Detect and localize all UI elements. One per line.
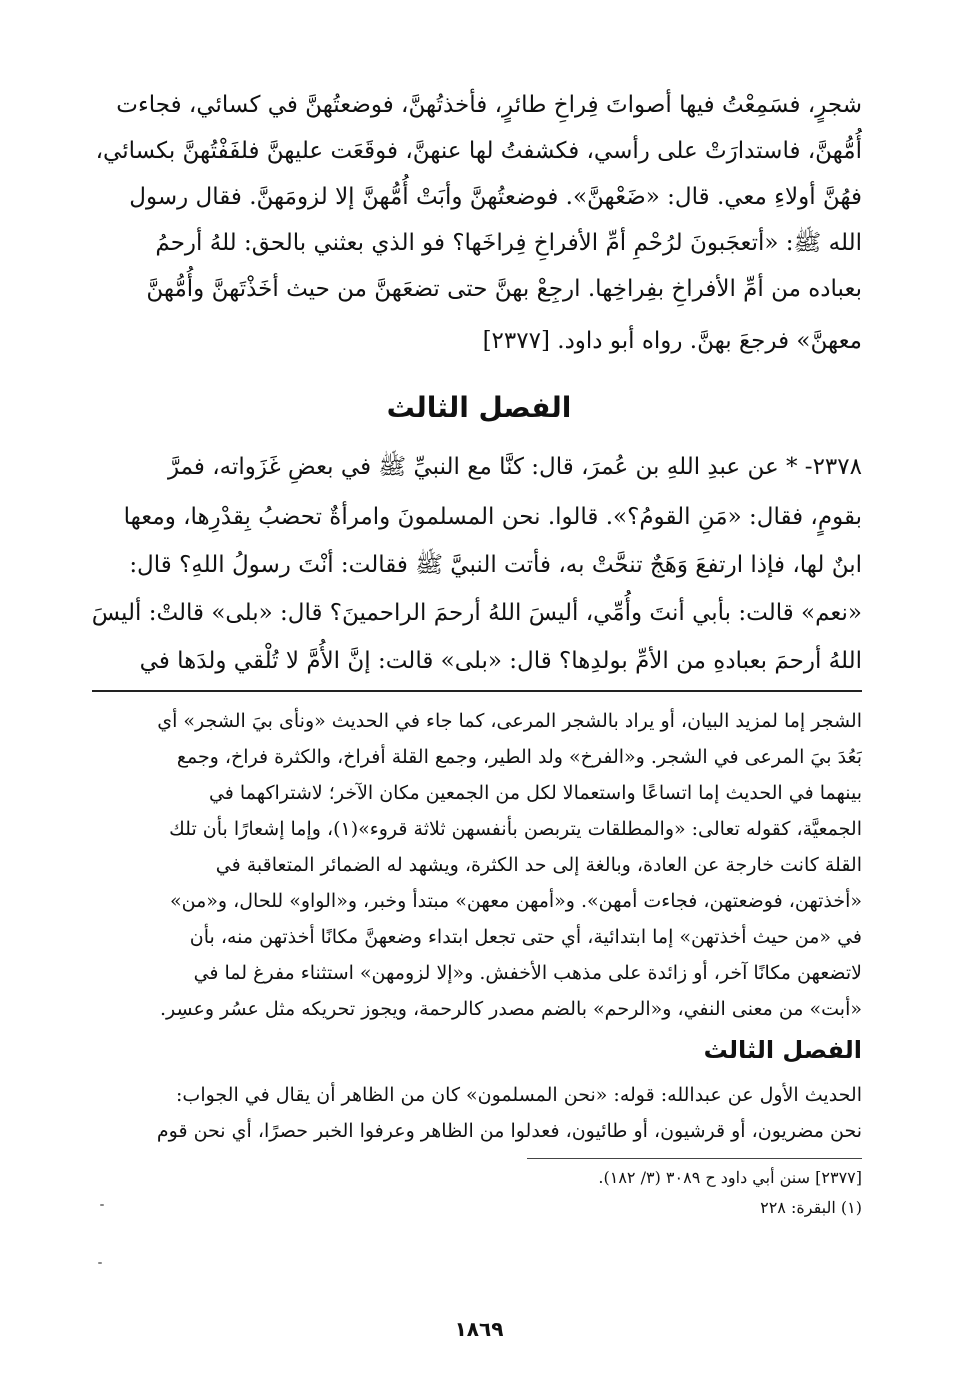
commentary-line: نحن مضريون، أو قرشيون، أو طائيون، فعدلوا من الظاهر وعرفوا الخبر حصرًا، أي نحن قوم (156, 1120, 862, 1142)
commentary-line: الشجر إما لمزيد البيان، أو يراد بالشجر المرعى، كما جاء في الحديث «ونأى بيَ الشجر» أي (157, 710, 862, 732)
commentary-line: بَعُدَ بيَ المرعى في الشجر. و«الفرخ» ولد الطير، وجمع القلة أفراخ، والكثرة فراخ، وجمع (176, 746, 862, 768)
hadith-line: بقومٍ، فقال: «مَنِ القومُ؟». قالوا. نحن المسلمونَ وامرأةٌ تحضبُ بِقدْرِها، ومعها (123, 504, 862, 530)
commentary-line: الجمعيَّة، كقوله تعالى: «والمطلقات يتربصن بأنفسهن ثلاثة قروء»(١)، وإما إشعارًا بأن تلك (169, 818, 862, 840)
commentary-line: «أخذتهن، فوضعتهن، فجاءت أمهن». و«أمهن معهن» مبتدأ وخبر، و«الواو» للحال، و«من» (170, 890, 862, 912)
commentary-section-heading: الفصل الثالث (703, 1036, 862, 1064)
hadith-line: ٢٣٧٨- * عن عبدِ اللهِ بن عُمرَ، قال: كنَّا مع النبيِّ ﷺ في بعضِ غَزَواته، فمرَّ (167, 454, 862, 480)
main-text-line: معهنَّ» فرجعَ بهنَّ. رواه أبو داود. [٢٣٧٧] (482, 328, 862, 354)
commentary-line: «أبت» من معنى النفي، و«الرحم» بالضم مصدر كالرحمة، ويجوز تحريكه مثل عسُر وعسِر. (160, 998, 862, 1020)
section-heading: الفصل الثالث (386, 391, 572, 424)
commentary-separator (92, 690, 862, 692)
scan-speck (98, 1262, 102, 1264)
main-text-line: شجرٍ، فسَمِعْتُ فيها أصواتَ فِراخِ طائرٍ، فأخذتُهنَّ، فوضعتُهنَّ في كسائي، فجاءت (116, 92, 862, 118)
commentary-line: في «من حيث أخذتهن» إما ابتدائية، أي حتى تجعل ابتداء وضعهنَّ مكانًا أخذتهن منه، بأن (189, 926, 862, 948)
commentary-line: الحديث الأول عن عبدالله: قوله: «نحن المسلمون» كان من الظاهر أن يقال في الجواب: (176, 1084, 862, 1106)
main-text-line: بعباده من أمِّ الأفراخِ بفِراخِها. ارجِعْ بهنَّ حتى تضعَهنَّ من حيث أخَذْتَهنَّ وأُمُّهنَّ (146, 276, 862, 302)
footnote-line: [٢٣٧٧] سنن أبي داود ح ٣٠٨٩ (٣/ ١٨٢). (598, 1168, 862, 1187)
footnote-line: (١) البقرة: ٢٢٨ (760, 1198, 862, 1217)
main-text-line: فهُنَّ أولاءِ معي. قال: «ضَعْهنَّ». فوضعتُهنَّ وأبَتْ أُمُّهنَّ إلا لزومَهنَّ. فقال رسول (129, 184, 862, 210)
hadith-line: «نعم» قالت: بأبي أنتَ وأُمِّي، أليسَ اللهُ أرحمَ الراحمينَ؟ قال: «بلى» قالتْ: أليسَ (92, 600, 862, 626)
footnote-separator (527, 1158, 862, 1159)
scan-speck (100, 1204, 104, 1206)
main-text-line: أُمُّهنَّ، فاستدارَتْ على رأسي، فكشفتُ لها عنهنَّ، فوقَعَت عليهنَّ فلفَفْتُهنَّ بكسائي، (95, 138, 862, 164)
commentary-line: لاتضعهن مكانًا آخر، أو زائدة على مذهب الأخفش. و«إلا لزومهن» استثناء مفرغ لما في (193, 962, 862, 984)
page-number: ١٨٦٩ (454, 1317, 504, 1341)
commentary-line: القلة كانت خارجة عن العادة، وبالغة إلى حد الكثرة، ويشهد له الضمائر المتعاقبة في (215, 854, 862, 876)
hadith-line: ابنٌ لها، فإذا ارتفعَ وَهَجٌ تنحَّتْ به، فأتت النبيَّ ﷺ فقالت: أنْتَ رسولُ اللهِ؟ قال: (129, 552, 862, 578)
hadith-line: اللهُ أرحمَ بعبادهِ من الأمِّ بولدِها؟ قال: «بلى» قالت: إنَّ الأُمَّ لا تُلْقي ولدَها في (139, 648, 862, 674)
main-text-line: الله ﷺ: «أتعجَبونَ لرُحْمِ أمِّ الأفراخِ فِراخَها؟ فو الذي بعثني بالحق: للهُ أرحمُ (155, 230, 862, 256)
commentary-line: بينهما في الحديث إما اتساعًا واستعمالا لكل من الجمعين مكان الآخر؛ لاشتراكهما في (208, 782, 862, 804)
